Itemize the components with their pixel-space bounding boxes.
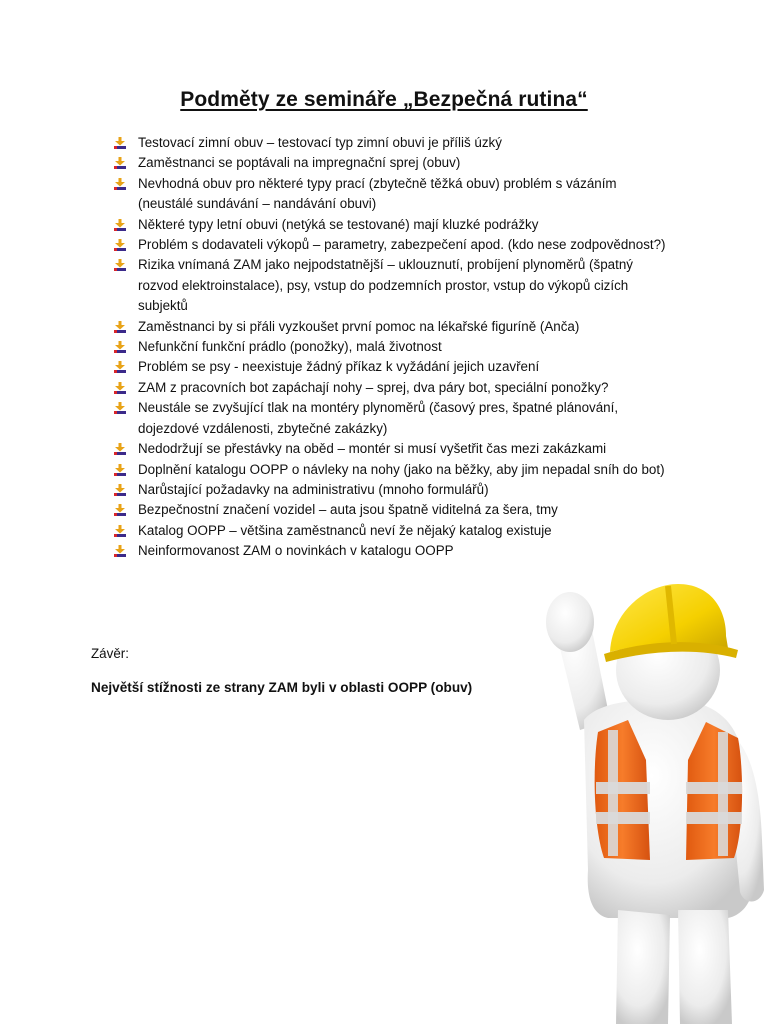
list-item-text: Narůstající požadavky na administrativu (mnoho formulářů): [138, 481, 489, 497]
arrow-down-bullet-icon: [114, 464, 126, 476]
list-item: [112, 317, 672, 337]
arrow-down-bullet-icon: [114, 545, 126, 557]
list-item: [112, 541, 672, 561]
arrow-down-bullet-icon: [114, 525, 126, 537]
arrow-down-bullet-icon: [114, 341, 126, 353]
arrow-down-bullet-icon: [114, 402, 126, 414]
list-item-text: Nevhodná obuv pro některé typy prací (zbytečně těžká obuv) problém s vázáním (neustálé sundávání – nandávání obuvi): [138, 175, 617, 212]
list-item-text: Testovací zimní obuv – testovací typ zimní obuvi je příliš úzký: [138, 135, 502, 150]
arrow-down-bullet-icon: [114, 137, 126, 149]
arrow-down-bullet-icon: [114, 361, 126, 373]
document-title: Podměty ze semináře „Bezpečná rutina“: [180, 88, 588, 111]
list-item-text: Doplnění katalogu OOPP o návleky na nohy (jako na běžky, aby jim nepadal sníh do bot): [138, 461, 665, 477]
arrow-down-bullet-icon: [114, 504, 126, 516]
arrow-down-bullet-icon: [114, 382, 126, 394]
arrow-down-bullet-icon: [114, 219, 126, 231]
list-item-text: Nefunkční funkční prádlo (ponožky), malá životnost: [138, 339, 442, 355]
arrow-down-bullet-icon: [114, 157, 126, 169]
list-item-text: Zaměstnanci se poptávali na impregnační sprej (obuv): [138, 155, 461, 171]
list-item-text: Problém s dodavateli výkopů – parametry, zabezpečení apod. (kdo nese zodpovědnost?): [138, 237, 666, 253]
feedback-list: [112, 133, 672, 562]
list-item: [112, 174, 672, 215]
list-item: [112, 378, 672, 398]
arrow-down-bullet-icon: [114, 239, 126, 251]
arrow-down-bullet-icon: [114, 484, 126, 496]
list-item: [112, 460, 672, 480]
list-item-text: Bezpečnostní značení vozidel – auta jsou špatně viditelná za šera, tmy: [138, 502, 558, 518]
list-item-text: Neustále se zvyšující tlak na montéry plynoměrů (časový pres, špatné plánování, dojezdové vzdálenosti, zbytečné zakázky): [138, 400, 619, 436]
conclusion-label: Závěr:: [91, 646, 129, 661]
list-item-text: ZAM z pracovních bot zapáchají nohy – sprej, dva páry bot, speciální ponožky?: [138, 379, 609, 395]
list-item: [112, 133, 672, 153]
list-item-text: Katalog OOPP – většina zaměstnanců neví že nějaký katalog existuje: [138, 522, 552, 538]
list-item-text: Některé typy letní obuvi (netýká se testované) mají kluzké podrážky: [138, 216, 539, 232]
list-item: [112, 235, 672, 255]
list-item: [112, 480, 672, 500]
list-item: [112, 153, 672, 173]
arrow-down-bullet-icon: [114, 178, 126, 190]
construction-worker-waving-icon: [528, 570, 768, 1024]
arrow-down-bullet-icon: [114, 321, 126, 333]
list-item: [112, 215, 672, 235]
list-item-text: Zaměstnanci by si přáli vyzkoušet první pomoc na lékařské figuríně (Anča): [138, 318, 580, 334]
list-item: [112, 357, 672, 377]
list-item: [112, 337, 672, 357]
arrow-down-bullet-icon: [114, 259, 126, 271]
arrow-down-bullet-icon: [114, 443, 126, 455]
list-item: [112, 521, 672, 541]
list-item-text: Rizika vnímaná ZAM jako nejpodstatnější – uklouznutí, probíjení plynoměrů (špatný rozvod elektroinstalace), psy, vstup do podzemních prostor, vstup do výkopů cizích subjektů: [138, 257, 633, 314]
list-item: [112, 500, 672, 520]
list-item: [112, 439, 672, 459]
list-item-text: Neinformovanost ZAM o novinkách v katalogu OOPP: [138, 543, 454, 559]
list-item-text: Problém se psy - neexistuje žádný příkaz k vyžádání jejich uzavření: [138, 359, 540, 375]
conclusion-text: Největší stížnosti ze strany ZAM byli v oblasti OOPP (obuv): [91, 680, 473, 695]
list-item: [112, 398, 672, 439]
list-item-text: Nedodržují se přestávky na oběd – montér si musí vyšetřit čas mezi zakázkami: [138, 441, 607, 457]
list-item: [112, 255, 672, 316]
